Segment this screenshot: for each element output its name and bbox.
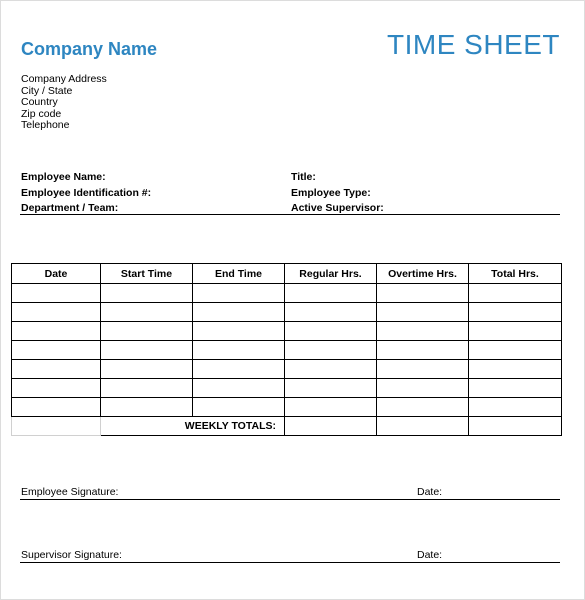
employee-signature-line[interactable]: [20, 486, 560, 500]
employee-info-right: [291, 170, 384, 217]
table-entry-cell[interactable]: [193, 379, 285, 398]
weekly-totals-row: [12, 417, 562, 436]
table-row: [12, 398, 562, 417]
address-line: Country: [21, 96, 58, 109]
table-entry-cell[interactable]: [12, 303, 101, 322]
table-entry-cell[interactable]: [285, 322, 377, 341]
table-entry-cell[interactable]: [101, 322, 193, 341]
weekly-total-hours-cell[interactable]: [469, 417, 562, 436]
table-header-row: [12, 264, 562, 284]
column-header-total-hrs: Total Hrs.: [469, 264, 562, 284]
employee-type-label: Employee Type:: [291, 186, 371, 199]
table-row: [12, 322, 562, 341]
supervisor-signature-line[interactable]: [20, 549, 560, 563]
column-header-end-time: End Time: [193, 264, 285, 284]
table-entry-cell[interactable]: [101, 379, 193, 398]
company-name: Company Name: [21, 39, 158, 59]
weekly-total-regular-cell[interactable]: [285, 417, 377, 436]
table-entry-cell[interactable]: [101, 284, 193, 303]
title-label: Title:: [291, 171, 316, 183]
table-entry-cell[interactable]: [377, 360, 469, 379]
table-entry-cell[interactable]: [469, 303, 562, 322]
employee-name-label: Employee Name:: [21, 171, 106, 183]
table-entry-cell[interactable]: [285, 341, 377, 360]
table-entry-cell[interactable]: [101, 341, 193, 360]
timesheet-table: [11, 263, 562, 436]
info-divider: [20, 214, 560, 215]
table-entry-cell[interactable]: [285, 303, 377, 322]
table-row: [12, 360, 562, 379]
table-entry-cell[interactable]: [12, 379, 101, 398]
table-entry-cell[interactable]: [285, 284, 377, 303]
table-entry-cell[interactable]: [193, 322, 285, 341]
employee-info-left: [21, 170, 151, 217]
table-entry-cell[interactable]: [12, 341, 101, 360]
employee-signature-label: Employee Signature:: [21, 486, 119, 498]
table-entry-cell[interactable]: [12, 284, 101, 303]
column-header-regular-hrs: Regular Hrs.: [285, 264, 377, 284]
table-row: [12, 284, 562, 303]
table-entry-cell[interactable]: [377, 379, 469, 398]
address-line: Telephone: [21, 119, 70, 132]
weekly-total-overtime-cell[interactable]: [377, 417, 469, 436]
supervisor-signature-date-label: Date:: [417, 549, 443, 561]
table-entry-cell[interactable]: [101, 398, 193, 417]
table-entry-cell[interactable]: [469, 322, 562, 341]
table-entry-cell[interactable]: [377, 303, 469, 322]
supervisor-signature-label: Supervisor Signature:: [21, 549, 122, 561]
table-entry-cell[interactable]: [193, 398, 285, 417]
table-entry-cell[interactable]: [377, 341, 469, 360]
table-entry-cell[interactable]: [285, 379, 377, 398]
document-title: TIME SHEET: [386, 29, 560, 60]
table-entry-cell[interactable]: [469, 379, 562, 398]
table-entry-cell[interactable]: [193, 284, 285, 303]
supervisor-label: Active Supervisor:: [291, 202, 384, 214]
table-entry-cell[interactable]: [12, 398, 101, 417]
employee-signature-date-label: Date:: [417, 486, 443, 498]
company-address-block: [21, 74, 107, 132]
table-entry-cell[interactable]: [101, 303, 193, 322]
table-entry-cell[interactable]: [285, 360, 377, 379]
table-entry-cell[interactable]: [101, 360, 193, 379]
address-line: City / State: [21, 84, 73, 97]
table-entry-cell[interactable]: [469, 360, 562, 379]
table-entry-cell[interactable]: [285, 398, 377, 417]
address-line: Company Address: [21, 73, 107, 85]
column-header-start-time: Start Time: [101, 264, 193, 284]
weekly-totals-label: WEEKLY TOTALS:: [101, 417, 285, 436]
department-label: Department / Team:: [21, 202, 119, 214]
table-cell: [12, 417, 101, 436]
column-header-date: Date: [12, 264, 101, 284]
employee-id-label: Employee Identification #:: [21, 186, 152, 199]
table-entry-cell[interactable]: [377, 398, 469, 417]
table-entry-cell[interactable]: [469, 284, 562, 303]
table-entry-cell[interactable]: [12, 322, 101, 341]
column-header-overtime-hrs: Overtime Hrs.: [377, 264, 469, 284]
table-row: [12, 303, 562, 322]
table-row: [12, 341, 562, 360]
table-row: [12, 379, 562, 398]
table-entry-cell[interactable]: [193, 341, 285, 360]
table-entry-cell[interactable]: [12, 360, 101, 379]
table-entry-cell[interactable]: [469, 341, 562, 360]
table-entry-cell[interactable]: [193, 303, 285, 322]
table-entry-cell[interactable]: [377, 284, 469, 303]
table-entry-cell[interactable]: [193, 360, 285, 379]
table-entry-cell[interactable]: [469, 398, 562, 417]
address-line: Zip code: [21, 107, 62, 120]
table-entry-cell[interactable]: [377, 322, 469, 341]
